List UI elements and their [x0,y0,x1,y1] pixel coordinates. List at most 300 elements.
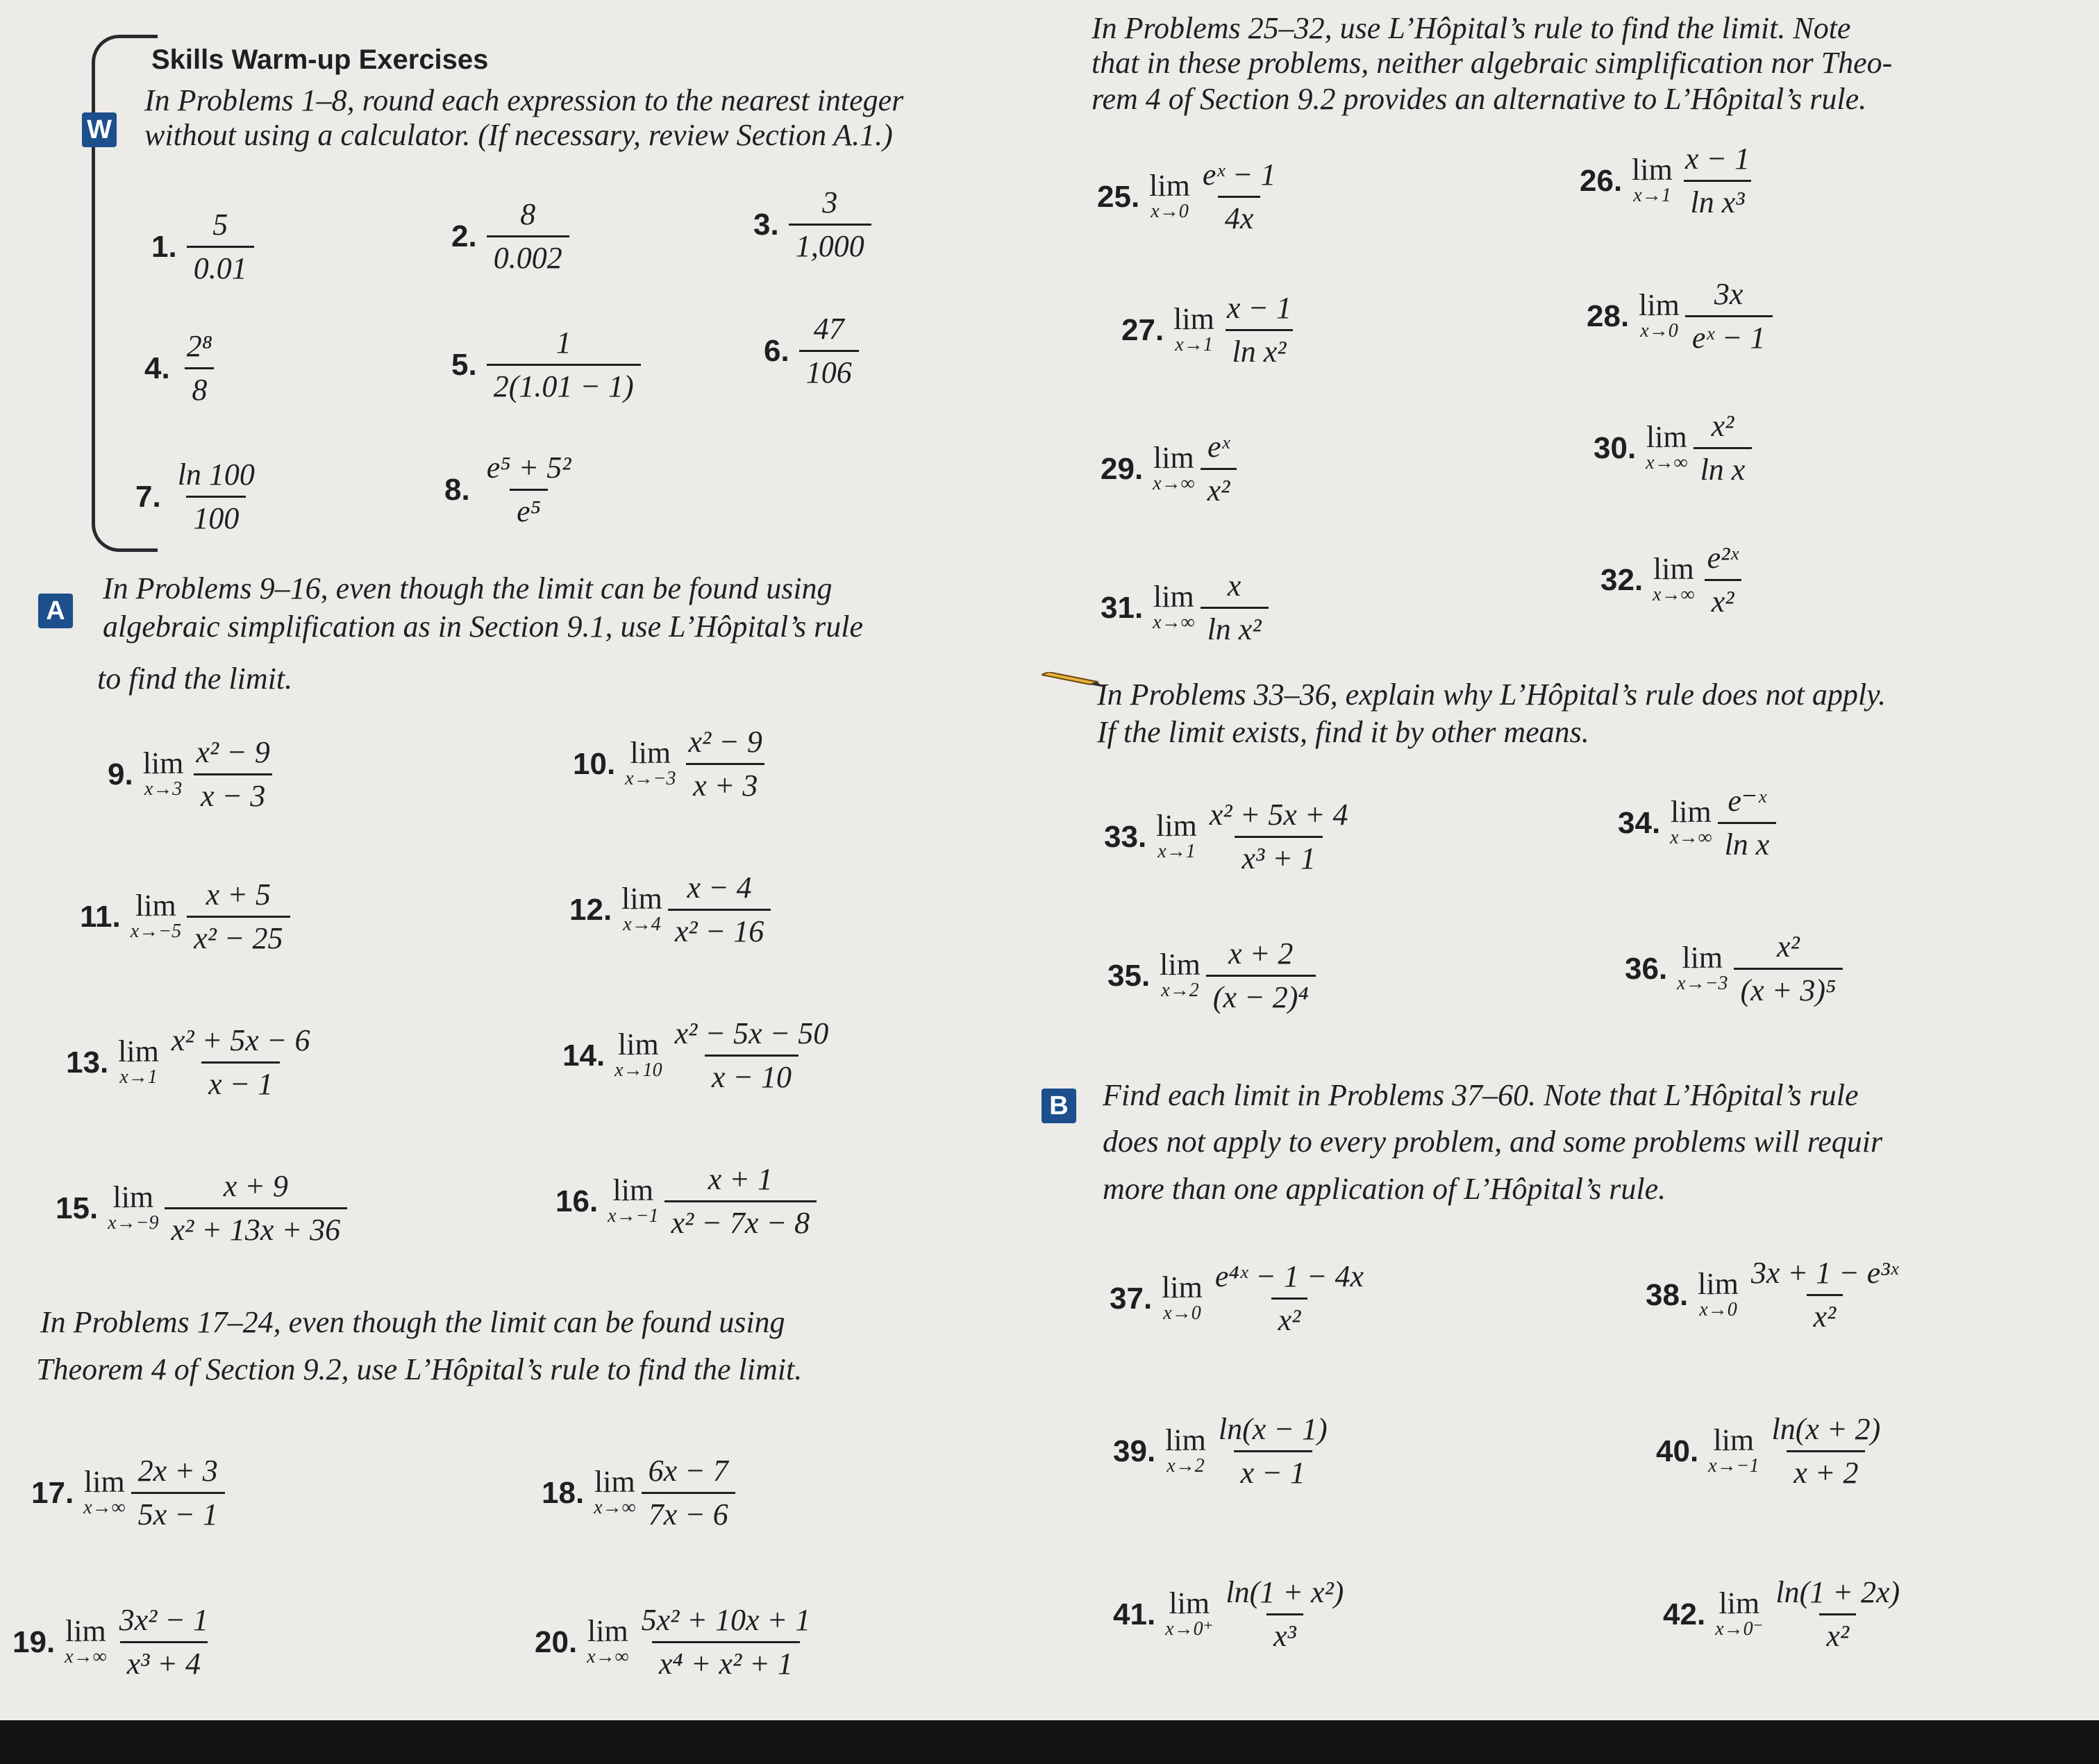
fraction [189,736,276,814]
problem-17 [31,1454,225,1532]
problem-number: 36. [1625,951,1668,986]
limit-word: lim [1653,552,1694,587]
denominator: 106 [799,350,859,389]
limit-operator [118,1036,159,1089]
limit-word: lim [1165,1423,1206,1458]
problem-9 [108,736,277,814]
limit-operator [1160,950,1201,1002]
problem-26 [1580,142,1757,220]
limit-subscript: x→1 [1175,334,1213,356]
fraction [789,186,871,264]
denominator: x² − 16 [668,909,771,948]
problem-30 [1594,410,1752,487]
limit-word: lim [118,1034,159,1069]
fraction [668,1017,836,1095]
limit-subscript: x→0⁻ [1715,1618,1764,1640]
section25-intro-line1: In Problems 25–32, use L’Hôpital’s rule to find the limit. Note [1092,11,1851,45]
limit-word: lim [618,1027,659,1062]
limit-operator [1149,171,1190,223]
section-a-intro-line1: In Problems 9–16, even though the limit can be found using [103,571,833,605]
denominator: e⁵ [510,489,548,528]
limit-operator [83,1467,125,1519]
fraction [799,312,859,390]
limit-operator [608,1175,658,1227]
limit-word: lim [112,1180,154,1215]
limit-operator [1156,811,1197,863]
problem-10 [573,725,769,803]
limit-word: lim [587,1614,628,1649]
denominator: x² − 25 [187,916,290,955]
fraction [171,458,262,536]
section25-intro-line3: rem 4 of Section 9.2 provides an alternative to L’Hôpital’s rule. [1092,82,1867,116]
problem-4 [144,330,219,408]
problem-31 [1101,569,1269,647]
numerator: e⁻ˣ [1728,784,1766,818]
limit-word: lim [1671,795,1712,830]
limit-word: lim [1149,169,1190,203]
fraction [1220,292,1298,369]
problem-number: 25. [1097,179,1140,214]
section-w-badge: W [82,112,117,147]
fraction [480,451,578,529]
problem-number: 40. [1656,1434,1699,1468]
problem-number: 10. [573,746,616,781]
denominator: x − 3 [194,773,272,813]
numerator: x − 1 [1226,291,1292,325]
denominator: 4x [1218,196,1261,235]
fraction [487,198,569,276]
section33-intro-line1: In Problems 33–36, explain why L’Hôpital’s rule does not apply. [1097,678,1887,712]
limit-word: lim [1713,1423,1755,1458]
numerator: x [1227,569,1241,603]
limit-subscript: x→3 [144,778,183,800]
numerator: 8 [520,197,536,231]
numerator: x² [1777,930,1800,964]
fraction [165,1024,317,1102]
problem-34 [1618,784,1776,862]
denominator: x³ [1266,1613,1303,1653]
problem-number: 31. [1101,590,1144,625]
limit-operator [1708,1425,1759,1477]
fraction [1718,784,1777,862]
limit-subscript: x→2 [1166,1455,1205,1477]
numerator: x + 9 [223,1169,288,1203]
fraction [642,1454,735,1532]
fraction [668,871,771,949]
problem-number: 28. [1587,299,1630,333]
denominator: x + 2 [1787,1450,1865,1490]
numerator: 3x² − 1 [119,1603,208,1637]
problem-5 [451,326,641,404]
denominator: 8 [185,367,214,407]
section-b-badge: B [1042,1089,1076,1123]
fraction [187,208,254,286]
problem-number: 41. [1113,1597,1156,1631]
fraction [1206,937,1316,1015]
numerator: 5x² + 10x + 1 [641,1603,811,1637]
limit-operator [1153,582,1194,634]
problem-20 [535,1604,817,1681]
limit-operator [1715,1588,1763,1640]
problem-number: 19. [12,1624,56,1659]
section-a-intro-line3: to find the limit. [97,662,293,696]
limit-word: lim [1639,288,1680,323]
problem-2 [451,198,569,276]
numerator: e²ˣ [1707,541,1739,575]
limit-subscript: x→0 [1640,320,1678,342]
limit-word: lim [1156,809,1197,843]
numerator: eˣ [1207,430,1230,464]
limit-subscript: x→∞ [594,1497,636,1519]
denominator: x² [1201,468,1237,507]
numerator: x² + 5x + 4 [1209,798,1348,832]
fraction [1734,930,1843,1008]
problem-16 [555,1163,817,1241]
problem-41 [1113,1576,1350,1654]
denominator: x² − 7x − 8 [664,1200,817,1240]
limit-word: lim [1718,1586,1760,1621]
fraction [1765,1413,1888,1490]
problem-33 [1104,798,1355,876]
limit-operator [1670,797,1712,849]
limit-word: lim [1698,1267,1739,1302]
problem-number: 8. [444,472,470,507]
fraction [1201,430,1237,508]
problem-number: 30. [1594,430,1637,465]
problem-15 [56,1170,347,1248]
section25-intro-line2: that in these problems, neither algebraic simplification nor Theo- [1092,46,1893,80]
limit-operator [1165,1425,1206,1477]
section17-intro-line1: In Problems 17–24, even though the limit can be found using [40,1305,785,1339]
limit-subscript: x→0 [1163,1302,1201,1325]
limit-subscript: x→∞ [1670,827,1712,849]
problem-number: 20. [535,1624,578,1659]
problem-number: 26. [1580,163,1623,198]
limit-operator [587,1616,628,1668]
section33-intro-line2: If the limit exists, find it by other means. [1097,715,1589,749]
limit-word: lim [1153,441,1194,476]
problem-number: 3. [753,207,779,242]
limit-subscript: x→∞ [65,1646,107,1668]
limit-operator [1173,304,1214,356]
problem-32 [1600,541,1746,619]
limit-operator [1639,290,1680,342]
limit-word: lim [630,736,671,771]
denominator: x² [1271,1297,1308,1337]
fraction [187,878,290,956]
problem-35 [1107,937,1316,1015]
problem-40 [1656,1413,1887,1490]
fraction [180,330,219,408]
limit-subscript: x→∞ [1153,473,1195,495]
denominator: x² + 13x + 36 [165,1207,348,1247]
skills-intro-line2: without using a calculator. (If necessary, review Section A.1.) [144,118,893,152]
numerator: 1 [555,326,571,360]
fraction [1768,1576,1907,1654]
numerator: 3 [822,185,838,219]
denominator: 5x − 1 [131,1492,225,1531]
denominator: 1,000 [789,224,871,263]
fraction [1203,798,1355,876]
numerator: x² − 5x − 50 [674,1016,829,1050]
limit-subscript: x→∞ [587,1646,629,1668]
problem-8 [444,451,578,529]
denominator: 7x − 6 [642,1492,735,1531]
limit-subscript: x→−3 [625,768,676,790]
numerator: 5 [212,208,228,242]
limit-subscript: x→1 [119,1066,158,1089]
section-b-intro-line3: more than one application of L’Hôpital’s rule. [1103,1172,1666,1206]
limit-word: lim [1646,420,1687,455]
problem-14 [562,1017,835,1095]
limit-word: lim [1173,302,1214,337]
fraction [1212,1413,1335,1490]
denominator: x⁴ + x² + 1 [652,1641,800,1681]
limit-subscript: x→−1 [1708,1455,1759,1477]
limit-word: lim [1632,153,1673,187]
denominator: x³ + 1 [1235,836,1322,875]
denominator: x − 1 [1234,1450,1312,1490]
denominator: ln x² [1201,607,1269,646]
numerator: 2x + 3 [137,1454,218,1488]
problem-29 [1101,430,1237,508]
fraction [131,1454,225,1532]
problem-37 [1110,1260,1371,1338]
limit-word: lim [1169,1586,1210,1621]
denominator: x² [1705,579,1741,619]
denominator: ln x [1694,447,1753,487]
numerator: e⁴ˣ − 1 − 4x [1214,1259,1364,1293]
numerator: x + 5 [206,877,271,912]
limit-subscript: x→∞ [1153,612,1195,634]
numerator: ln(1 + x²) [1226,1575,1344,1609]
problem-number: 29. [1101,451,1144,486]
limit-subscript: x→1 [1633,185,1671,207]
problem-3 [753,186,871,264]
limit-word: lim [1153,580,1194,614]
problem-1 [151,208,254,286]
problem-number: 1. [151,229,177,264]
problem-number: 16. [555,1184,599,1218]
problem-7 [135,458,262,536]
numerator: 3x [1714,277,1743,311]
skills-title: Skills Warm-up Exercises [151,44,489,75]
numerator: x² − 9 [688,725,762,759]
limit-word: lim [84,1465,125,1500]
numerator: x² [1711,409,1734,443]
problem-number: 11. [80,899,121,934]
limit-operator [108,1182,158,1234]
fraction [1219,1576,1350,1654]
numerator: eˣ − 1 [1202,158,1276,192]
problem-13 [66,1024,317,1102]
problem-18 [542,1454,735,1532]
section-a-intro-line2: algebraic simplification as in Section 9.1, use L’Hôpital’s rule [103,610,864,644]
problem-39 [1113,1413,1335,1490]
problem-42 [1663,1576,1907,1654]
numerator: ln(x − 1) [1218,1412,1328,1446]
limit-operator [625,738,676,790]
limit-subscript: x→2 [1161,980,1199,1002]
problem-number: 5. [451,347,477,382]
problem-number: 6. [764,333,789,368]
section-a-badge: A [38,594,73,628]
section17-intro-line2: Theorem 4 of Section 9.2, use L’Hôpital’s rule to find the limit. [36,1352,803,1386]
numerator: x² − 9 [196,735,270,769]
limit-operator [143,748,184,800]
section-b-intro-line2: does not apply to every problem, and some problems will requir [1103,1125,1883,1159]
problem-number: 35. [1107,958,1151,993]
limit-word: lim [612,1173,654,1208]
denominator: x² [1819,1613,1856,1653]
limit-subscript: x→0 [1699,1299,1737,1321]
fraction [165,1170,348,1248]
problem-25 [1097,158,1283,236]
limit-word: lim [621,882,662,916]
denominator: 0.01 [187,246,254,285]
problem-36 [1625,930,1843,1008]
fraction [664,1163,817,1241]
numerator: x + 2 [1228,936,1294,971]
limit-word: lim [594,1465,635,1500]
limit-subscript: x→−5 [130,921,182,943]
problem-number: 32. [1600,562,1644,597]
problem-number: 2. [451,219,477,253]
problem-number: 13. [66,1045,109,1080]
problem-number: 17. [31,1475,74,1510]
problem-38 [1646,1257,1905,1334]
limit-subscript: x→∞ [83,1497,126,1519]
problem-number: 18. [542,1475,585,1510]
skills-intro-line1: In Problems 1–8, round each expression to the nearest integer [144,83,904,117]
pencil-icon [1042,672,1104,687]
fraction [1678,142,1757,220]
problem-number: 12. [569,892,612,927]
limit-operator [1653,554,1694,606]
limit-word: lim [135,889,176,923]
numerator: 47 [813,312,844,346]
limit-subscript: x→∞ [1646,452,1688,474]
numerator: x − 1 [1684,142,1750,176]
fraction [1700,541,1746,619]
numerator: x + 1 [708,1162,773,1196]
problem-number: 27. [1121,312,1164,347]
numerator: e⁵ + 5² [486,451,571,485]
fraction [1201,569,1269,647]
problem-number: 42. [1663,1597,1706,1631]
numerator: 2⁸ [186,329,212,363]
problem-number: 4. [144,351,170,385]
limit-operator [614,1027,662,1082]
problem-27 [1121,292,1298,369]
limit-word: lim [1162,1270,1203,1305]
problem-number: 14. [562,1038,605,1073]
limit-subscript: x→−9 [108,1212,159,1234]
denominator: 0.002 [487,235,569,275]
fraction [1744,1257,1905,1334]
limit-subscript: x→−1 [608,1205,659,1227]
fraction [1685,278,1773,355]
limit-operator [1698,1269,1739,1321]
limit-subscript: x→1 [1157,841,1196,863]
fraction [1694,410,1753,487]
denominator: ln x² [1226,329,1294,369]
numerator: x − 4 [687,871,752,905]
problem-number: 15. [56,1191,99,1225]
denominator: 100 [186,496,246,535]
problem-number: 38. [1646,1277,1689,1312]
limit-operator [621,884,662,936]
limit-word: lim [142,746,184,781]
screen-bottom-bezel [0,1720,2099,1764]
limit-operator [131,891,181,943]
limit-subscript: x→∞ [1653,584,1695,606]
numerator: ln(1 + 2x) [1775,1575,1900,1609]
problem-number: 37. [1110,1281,1153,1316]
denominator: x − 1 [201,1061,280,1101]
denominator: x + 3 [686,763,764,803]
limit-operator [1632,155,1673,207]
limit-operator [1677,943,1728,995]
fraction [112,1604,215,1681]
limit-subscript: x→10 [614,1059,662,1082]
numerator: ln 100 [177,457,255,492]
limit-operator [594,1467,635,1519]
fraction [682,725,769,803]
limit-word: lim [1682,941,1723,975]
limit-operator [1153,443,1194,495]
fraction [635,1604,818,1681]
denominator: 2(1.01 − 1) [487,364,641,403]
limit-operator [1646,422,1687,474]
limit-operator [1162,1272,1203,1325]
limit-subscript: x→−3 [1677,973,1728,995]
denominator: ln x³ [1684,180,1752,219]
limit-word: lim [1160,948,1201,982]
problem-12 [569,871,771,949]
denominator: (x − 2)⁴ [1206,975,1316,1014]
denominator: ln x [1718,822,1777,862]
problem-number: 9. [108,757,133,791]
limit-subscript: x→0 [1151,201,1189,223]
numerator: x² + 5x − 6 [171,1023,310,1057]
problem-number: 39. [1113,1434,1156,1468]
section-b-intro-line1: Find each limit in Problems 37–60. Note that L’Hôpital’s rule [1103,1078,1859,1112]
problem-6 [764,312,859,390]
problem-28 [1587,278,1773,355]
denominator: x − 10 [705,1055,798,1094]
limit-word: lim [65,1614,106,1649]
numerator: ln(x + 2) [1771,1412,1881,1446]
limit-subscript: x→0⁺ [1165,1618,1214,1640]
limit-operator [65,1616,106,1668]
fraction [1208,1260,1371,1338]
problem-number: 7. [135,479,161,514]
problem-number: 34. [1618,805,1661,840]
denominator: x² [1807,1294,1843,1334]
numerator: 6x − 7 [648,1454,728,1488]
limit-subscript: x→4 [623,914,661,936]
denominator: eˣ − 1 [1685,315,1773,355]
numerator: 3x + 1 − e³ˣ [1750,1256,1898,1290]
fraction [1196,158,1283,236]
limit-operator [1165,1588,1213,1640]
fraction [487,326,641,404]
denominator: (x + 3)⁵ [1734,968,1843,1007]
problem-19 [12,1604,215,1681]
problem-11 [80,878,290,956]
denominator: x³ + 4 [120,1641,208,1681]
